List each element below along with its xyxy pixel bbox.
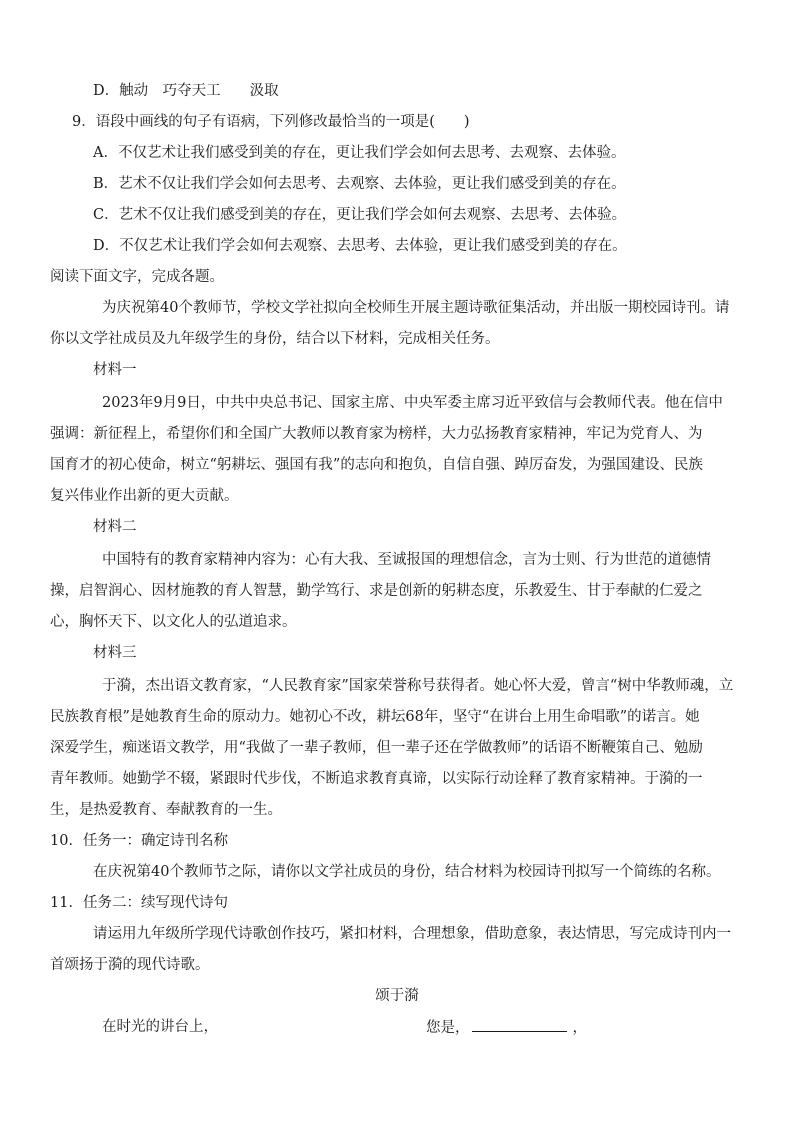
material2-line: 心，胸怀天下、以文化人的弘道追求。 [50, 614, 297, 630]
q9-option-c: C．艺术不仅让我们感受到美的存在，更让我们学会如何去观察、去思考、去体验。 [93, 207, 627, 223]
poem-line1-prefix: 您是， [426, 1020, 470, 1036]
q8-option-d: D．触动 巧夺天工 汲取 [93, 83, 279, 99]
q9-stem: 9．语段中画线的句子有语病，下列修改最恰当的一项是( ) [72, 114, 470, 130]
material1-line: 复兴伟业作出新的更大贡献。 [50, 488, 239, 504]
material1-line: 2023年9月9日，中共中央总书记、国家主席、中央军委主席习近平致信与会教师代表。他在信中 [102, 395, 723, 411]
material1-line: 国育才的初心使命，树立“躬耕坛、强国有我”的志向和抱负，自信自强、踔厉奋发，为强国建设、民族 [50, 457, 703, 473]
material3-title: 材料三 [93, 645, 137, 661]
poem-title: 颂于漪 [375, 988, 419, 1004]
material3-line: 生，是热爱教育、奉献教育的一生。 [50, 802, 282, 818]
poem-line1-right [426, 1017, 587, 1038]
q9-option-b: B．艺术不仅让我们学会如何去思考、去观察、去体验，更让我们感受到美的存在。 [93, 176, 626, 192]
intro-para-line-2: 你以文学社成员及九年级学生的身份，结合以下材料，完成相关任务。 [50, 331, 500, 347]
material2-line: 操，启智润心、因材施教的育人智慧，勤学笃行、求是创新的躬耕态度，乐教爱生、甘于奉献的仁爱之 [50, 583, 703, 599]
poem-answer-blank[interactable] [472, 1017, 567, 1032]
material1-title: 材料一 [93, 362, 137, 378]
material1-line: 强调：新征程上，希望你们和全国广大教师以教育家为榜样，大力弘扬教育家精神，牢记为党育人、为 [50, 426, 703, 442]
task1-body: 在庆祝第40个教师节之际，请你以文学社成员的身份，结合材料为校园诗刊拟写一个简练的名称。 [93, 864, 721, 880]
reading-intro: 阅读下面文字，完成各题。 [50, 269, 224, 285]
material3-line: 民族教育根”是她教育生命的原动力。她初心不改，耕坛68年，坚守“在讲台上用生命唱歌”的诺言。她 [50, 709, 700, 725]
q9-option-d: D．不仅艺术让我们学会如何去观察、去思考、去体验，更让我们感受到美的存在。 [93, 238, 627, 254]
material3-line: 深爱学生，痴迷语文教学，用“我做了一辈子教师，但一辈子还在学做教师”的话语不断鞭策自己、勉励 [50, 740, 703, 756]
q9-option-a: A．不仅艺术让我们感受到美的存在，更让我们学会如何去思考、去观察、去体验。 [93, 145, 626, 161]
task2-title: 11．任务二：续写现代诗句 [50, 895, 228, 911]
poem-line1-left: 在时光的讲台上， [102, 1019, 218, 1035]
material2-line: 中国特有的教育家精神内容为：心有大我、至诚报国的理想信念，言为士则、行为世范的道德情 [102, 552, 711, 568]
intro-para-line-1: 为庆祝第40个教师节，学校文学社拟向全校师生开展主题诗歌征集活动，并出版一期校园诗刊。请 [102, 300, 730, 316]
task2-body-line-2: 首颂扬于漪的现代诗歌。 [50, 957, 210, 973]
material3-line: 青年教师。她勤学不辍，紧跟时代步伐，不断追求教育真谛，以实际行动诠释了教育家精神。于漪的一 [50, 771, 703, 787]
material2-title: 材料二 [93, 519, 137, 535]
poem-line1-suffix: ， [572, 1020, 587, 1036]
task1-title: 10．任务一：确定诗刊名称 [50, 833, 228, 849]
material3-line: 于漪，杰出语文教育家，“人民教育家”国家荣誉称号获得者。她心怀大爱，曾言“树中华教师魂，立 [102, 678, 734, 694]
task2-body-line-1: 请运用九年级所学现代诗歌创作技巧，紧扣材料，合理想象，借助意象，表达情思，写完成诗刊内一 [93, 926, 731, 942]
